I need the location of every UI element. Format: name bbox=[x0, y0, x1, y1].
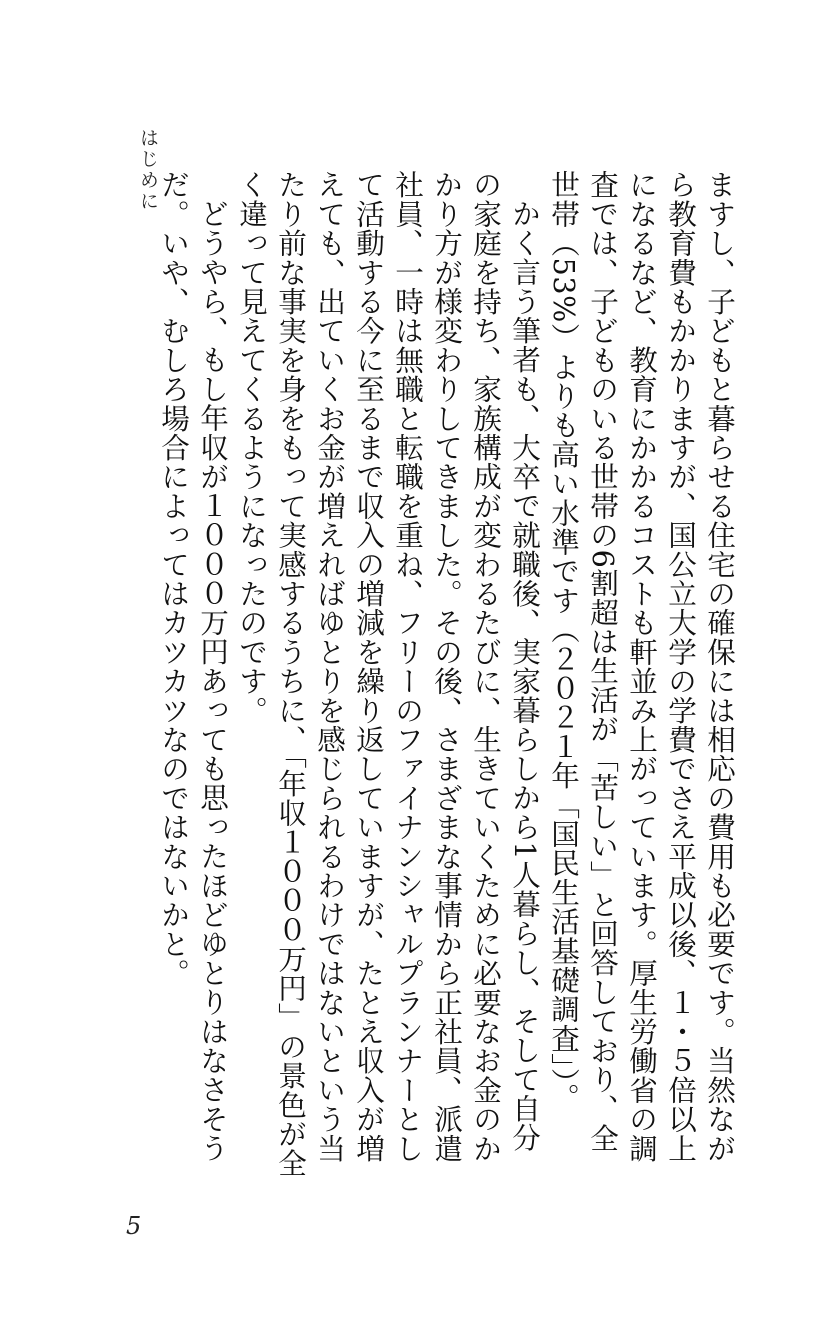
page-number: 5 bbox=[126, 1212, 142, 1240]
body-text bbox=[119, 170, 739, 1180]
running-head: はじめに bbox=[137, 128, 159, 212]
paragraph-author: かく言う筆者も、大卒で就職後、実家暮らしから1人暮らし、そして自分の家庭を持ち、家族構成が変わるたびに、生きていくために必要なお金のかかり方が様変わりしてきました。その後、さまざまな事情から正社員、派遣社員、一時は無職と転職を重ね、フリーのファイナンシャルプランナーとして活動する今に至るまで収入の増減を繰り返していますが、たとえ収入が増えても、出ていくお金が増えればゆとりを感じられるわけではないという当たり前な事実を身をもって実感するうちに、「年収１０００万円」の景色が全く違って見えてくるようになったのです。 bbox=[235, 170, 542, 1178]
paragraph-continuation: ますし、子どもと暮らせる住宅の確保には相応の費用も必要です。当然ながら教育費もかかりますが、国公立大学の学費でさえ平成以後、１・５倍以上になるなど、教育にかかるコストも軒並み上がっています。厚生労働省の調査では、子どものいる世帯の6割超は生活が「苦しい」と回答しており、全世帯（53%）よりも高い水準です（２０２１年「国民生活基礎調査」）。 bbox=[547, 170, 737, 1163]
paragraph-conclusion: どうやら、もし年収が１０００万円あっても思ったほどゆとりはなさそうだ。いや、むしろ場合によってはカツカツなのではないかと。 bbox=[157, 170, 230, 1163]
